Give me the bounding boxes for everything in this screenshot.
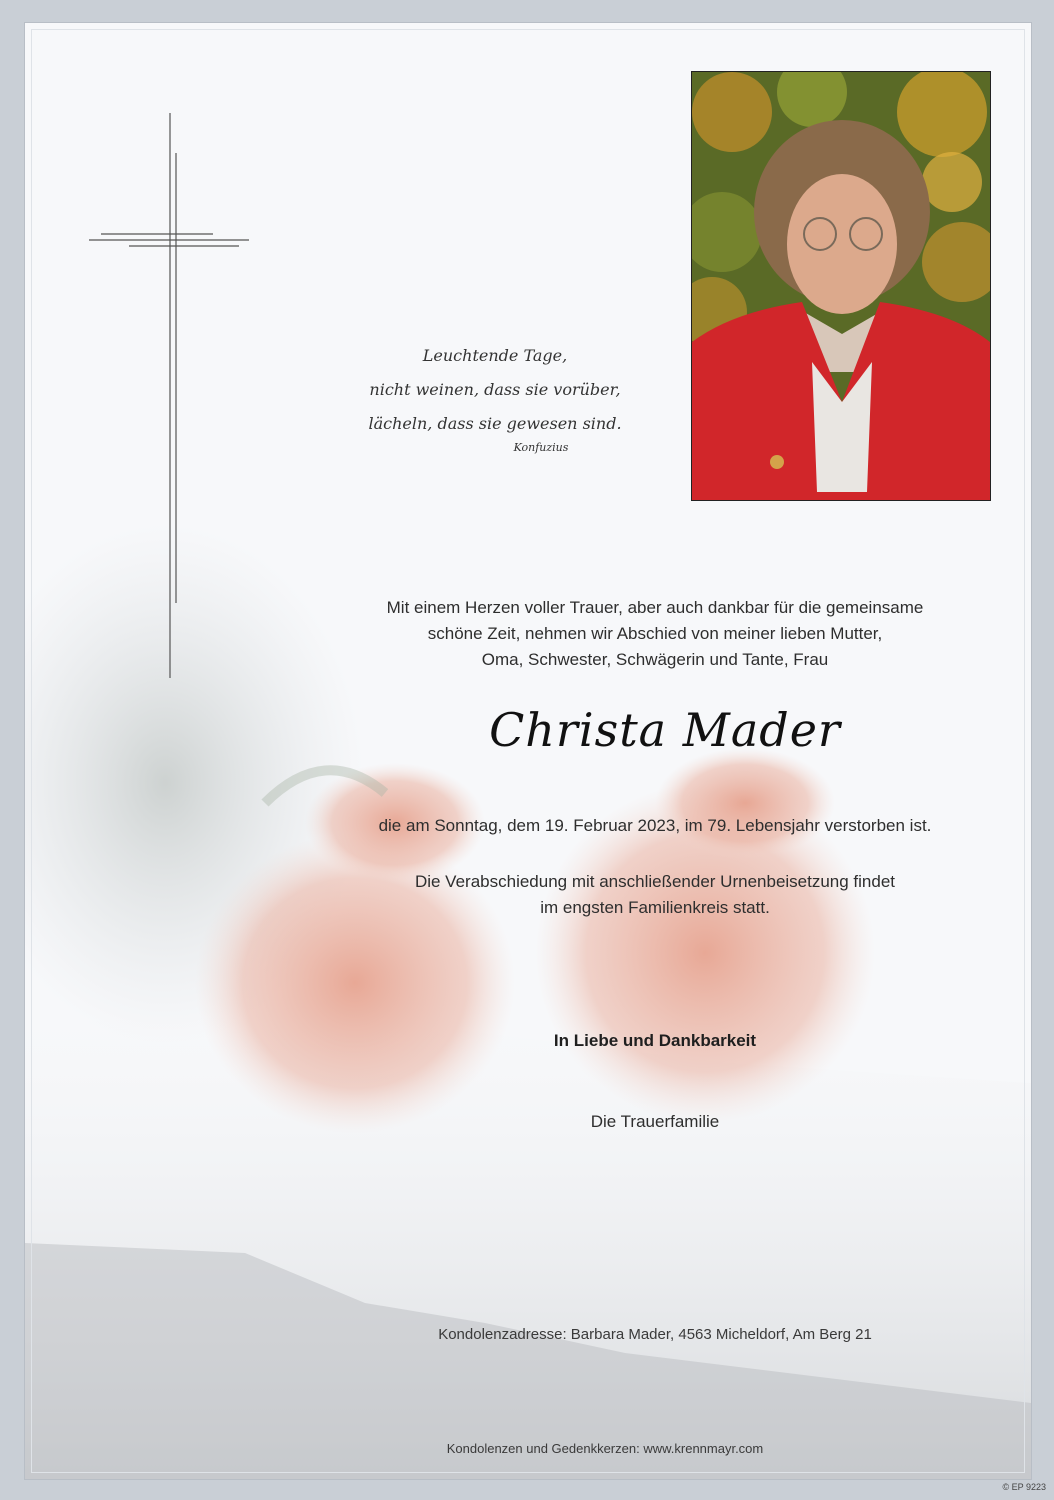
cross-icon — [89, 113, 251, 678]
intro-text — [325, 595, 985, 673]
quote-line: nicht weinen, dass sie vorüber, — [369, 380, 621, 399]
quote-line: lächeln, dass sie gewesen sind. — [368, 414, 622, 433]
condolence-address: Kondolenzadresse: Barbara Mader, 4563 Micheldorf, Am Berg 21 — [438, 1326, 872, 1343]
ceremony-line: im engsten Familienkreis statt. — [540, 898, 770, 917]
closing-family: Die Trauerfamilie — [590, 1112, 720, 1131]
closing-love: In Liebe und Dankbarkeit — [553, 1031, 757, 1050]
ceremony-text — [325, 869, 985, 921]
footer-website: Kondolenzen und Gedenkkerzen: www.krennmayr.com — [446, 1441, 764, 1456]
deceased-name: Christa Mader — [489, 703, 841, 757]
quote-author: Konfuzius — [513, 441, 569, 454]
intro-line: Mit einem Herzen voller Trauer, aber auch dankbar für die gemeinsame — [386, 598, 924, 617]
death-notice: die am Sonntag, dem 19. Februar 2023, im 79. Lebensjahr verstorben ist. — [378, 816, 932, 835]
intro-line: Oma, Schwester, Schwägerin und Tante, Frau — [481, 650, 829, 669]
ceremony-line: Die Verabschiedung mit anschließender Urnenbeisetzung findet — [414, 872, 896, 891]
portrait-photo — [691, 71, 991, 501]
obituary-card — [24, 22, 1032, 1480]
quote — [345, 339, 645, 457]
quote-line: Leuchtende Tage, — [422, 346, 568, 365]
document-code: © EP 9223 — [1002, 1482, 1046, 1492]
intro-line: schöne Zeit, nehmen wir Abschied von meiner lieben Mutter, — [427, 624, 883, 643]
